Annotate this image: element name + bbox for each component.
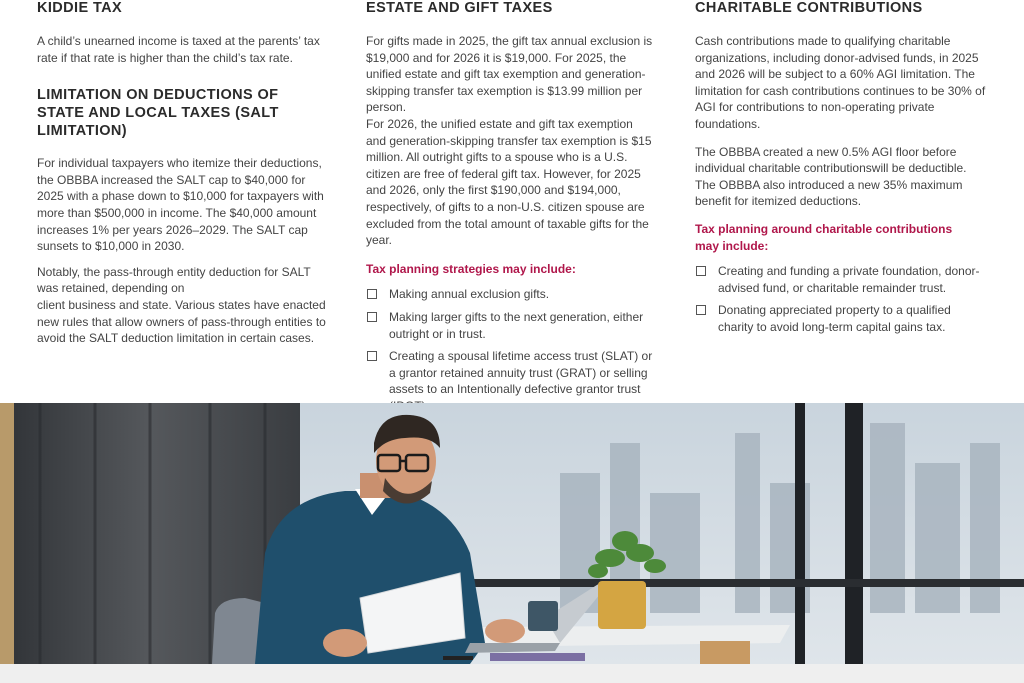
office-photo — [0, 403, 1024, 664]
estate-paragraph-1: For gifts made in 2025, the gift tax annual exclusion is $19,000 and for 2026 it is $19,000. For 2025, the unified estate and gift tax exemption and generation-skipping transfer tax exemption is $13.99 million per person. — [366, 34, 653, 115]
charitable-heading: CHARITABLE CONTRIBUTIONS — [695, 0, 923, 16]
list-item: Creating a spousal lifetime access trust (SLAT) or a grantor retained annuity trust (GRAT) or selling assets to an Intentionally defective grantor trust — [366, 348, 659, 414]
checkbox-icon — [367, 312, 377, 322]
column-middle — [366, 0, 658, 414]
charitable-strategies-list — [695, 263, 995, 335]
charitable-paragraph-2: The OBBBA created a new 0.5% AGI floor before individual charitable contributionswill be deductible. The OBBBA also introduced a new 35% maximum benefit for itemized deductions. — [695, 144, 967, 209]
salt-paragraph-1: For individual taxpayers who itemize their deductions, the OBBBA increased the SALT cap to $40,000 for 2025 with a phase down to $10,000 for taxpayers with more than $500,000 in income. The $40,000 amount increases 1% per years 2026–2029. The SALT cap sunsets to $10,000 in 2030. — [37, 156, 324, 254]
salt-paragraph-2a: Notably, the pass-through entity deduction for SALT was retained, depending on — [37, 264, 311, 296]
estate-heading: ESTATE AND GIFT TAXES — [366, 0, 553, 16]
kiddie-tax-heading: KIDDIE TAX — [37, 0, 123, 16]
column-right — [695, 0, 995, 336]
footer-bar — [0, 664, 1024, 683]
salt-heading: LIMITATION ON DEDUCTIONS OF STATE AND LOCAL TAXES (SALT LIMITATION) — [37, 87, 279, 140]
estate-paragraph-2: For 2026, the unified estate and gift tax exemption and generation-skipping transfer tax exemption is $15 million. All outright gifts to a spouse who is a U.S. citizen are free of federal gift tax. However, for 2025 and 2026, only the first $190,000 and $194,000, respectively, of gifts to a non-U.S. citizen spouse are excluded from the total amount of taxable gifts for the year. — [366, 116, 652, 248]
list-item: Making annual exclusion gifts. — [366, 286, 658, 303]
salt-paragraph-2b: client business and state. Various states have enacted new rules that allow owners of pass-through entities to avoid the SALT deduction limitation in certain cases. — [37, 297, 326, 346]
charitable-subheading: Tax planning around charitable contributions may include: — [695, 221, 953, 253]
checkbox-icon — [696, 266, 706, 276]
list-item: Donating appreciated property to a qualified charity to avoid long-term capital gains tax. — [695, 302, 988, 335]
checkbox-icon — [367, 289, 377, 299]
charitable-paragraph-1: Cash contributions made to qualifying charitable organizations, including donor-advised funds, in 2025 and 2026 will be subject to a 60% AGI limitation. The limitation for cash contributions continues to be 30% of AGI for contributions to non-operating private foundations. — [695, 34, 986, 131]
estate-strategies-subheading: Tax planning strategies may include: — [366, 261, 576, 276]
checkbox-icon — [367, 351, 377, 361]
kiddie-tax-body: A child’s unearned income is taxed at the parents’ tax rate if that rate is higher than the child’s tax rate. — [37, 34, 320, 65]
office-photo-illustration — [0, 403, 1024, 664]
estate-strategies-list — [366, 286, 658, 414]
list-item: Creating and funding a private foundation, donor-advised fund, or charitable remainder trust. — [695, 263, 1003, 296]
list-item: Making larger gifts to the next generation, either outright or in trust. — [366, 309, 649, 342]
checkbox-icon — [696, 305, 706, 315]
column-left — [37, 0, 337, 347]
